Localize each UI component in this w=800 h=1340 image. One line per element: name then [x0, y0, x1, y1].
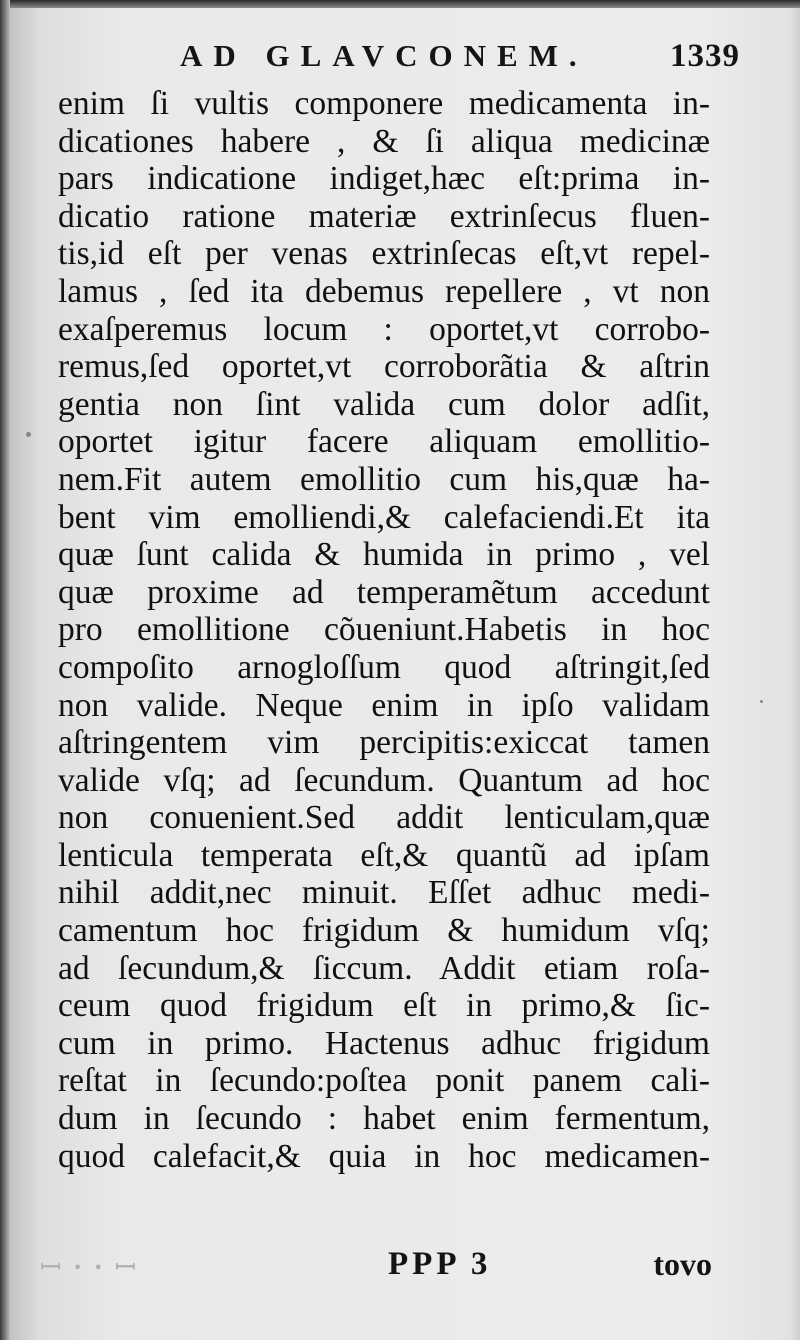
text-line: lamus , ſed ita debemus repellere , vt non — [58, 272, 710, 310]
signature-mark: PPP 3 — [388, 1246, 492, 1282]
text-line: enim ſi vultis componere medicamenta in- — [58, 85, 710, 122]
margin-speck — [26, 432, 31, 437]
text-line: reſtat in ſecundo:poſtea ponit panem cali- — [58, 1062, 710, 1100]
text-line: aſtringentem vim percipitis:exiccat tamen — [58, 724, 710, 762]
text-line: ad ſecundum,& ſiccum. Addit etiam roſa- — [58, 949, 710, 987]
text-line: quod calefacit,& quia in hoc medicamen- — [58, 1137, 710, 1175]
text-line: remus,ſed oportet,vt corroborãtia & aſtrin — [58, 348, 710, 386]
text-line: non valide. Neque enim in ipſo validam — [58, 686, 710, 724]
text-line: lenticula temperata eſt,& quantũ ad ipſam — [58, 836, 710, 874]
text-line: camentum hoc frigidum & humidum vſq; — [58, 912, 710, 950]
text-line: nem.Fit autem emollitio cum his,quæ ha- — [58, 460, 710, 498]
text-line: compoſito arnogloſſum quod aſtringit,ſed — [58, 648, 710, 686]
page-header — [150, 38, 750, 82]
text-line: quæ ſunt calida & humida in primo , vel — [58, 536, 710, 574]
show-through-marks: ꟷ ꞏ ꞏ ꟷ — [40, 1253, 139, 1282]
running-head: AD GLAVCONEM. — [180, 38, 588, 73]
page-gutter-edge — [0, 0, 10, 1340]
text-line: valide vſq; ad ſecundum. Quantum ad hoc — [58, 761, 710, 799]
margin-speck — [760, 700, 763, 703]
text-line: dum in ſecundo : habet enim fermentum, — [58, 1100, 710, 1138]
text-line: gentia non ſint valida cum dolor adſit, — [58, 385, 710, 423]
text-line: dicationes habere , & ſi aliqua medicinæ — [58, 122, 710, 160]
text-line: cum in primo. Hactenus adhuc frigidum — [58, 1024, 710, 1062]
text-line: nihil addit,nec minuit. Eſſet adhuc medi- — [58, 874, 710, 912]
text-line: ceum quod frigidum eſt in primo,& ſic- — [58, 987, 710, 1025]
text-line: bent vim emolliendi,& calefaciendi.Et ita — [58, 498, 710, 536]
page-number: 1339 — [670, 38, 740, 74]
text-line: pars indicatione indiget,hæc eſt:prima in- — [58, 160, 710, 198]
text-line: dicatio ratione materiæ extrinſecus fluen- — [58, 197, 710, 235]
text-line: non conuenient.Sed addit lenticulam,quæ — [58, 799, 710, 837]
text-line: pro emollitione cõueniunt.Habetis in hoc — [58, 611, 710, 649]
page-footer — [40, 1248, 720, 1288]
text-line: quæ proxime ad temperamẽtum accedunt — [58, 573, 710, 611]
catchword: tovo — [653, 1246, 712, 1282]
text-line: oportet igitur facere aliquam emollitio- — [58, 423, 710, 461]
text-line: tis,id eſt per venas extrinſecas eſt,vt repel- — [58, 235, 710, 273]
text-line: exaſperemus locum : oportet,vt corrobo- — [58, 310, 710, 348]
body-text — [58, 85, 710, 1175]
page-top-edge — [0, 0, 800, 8]
